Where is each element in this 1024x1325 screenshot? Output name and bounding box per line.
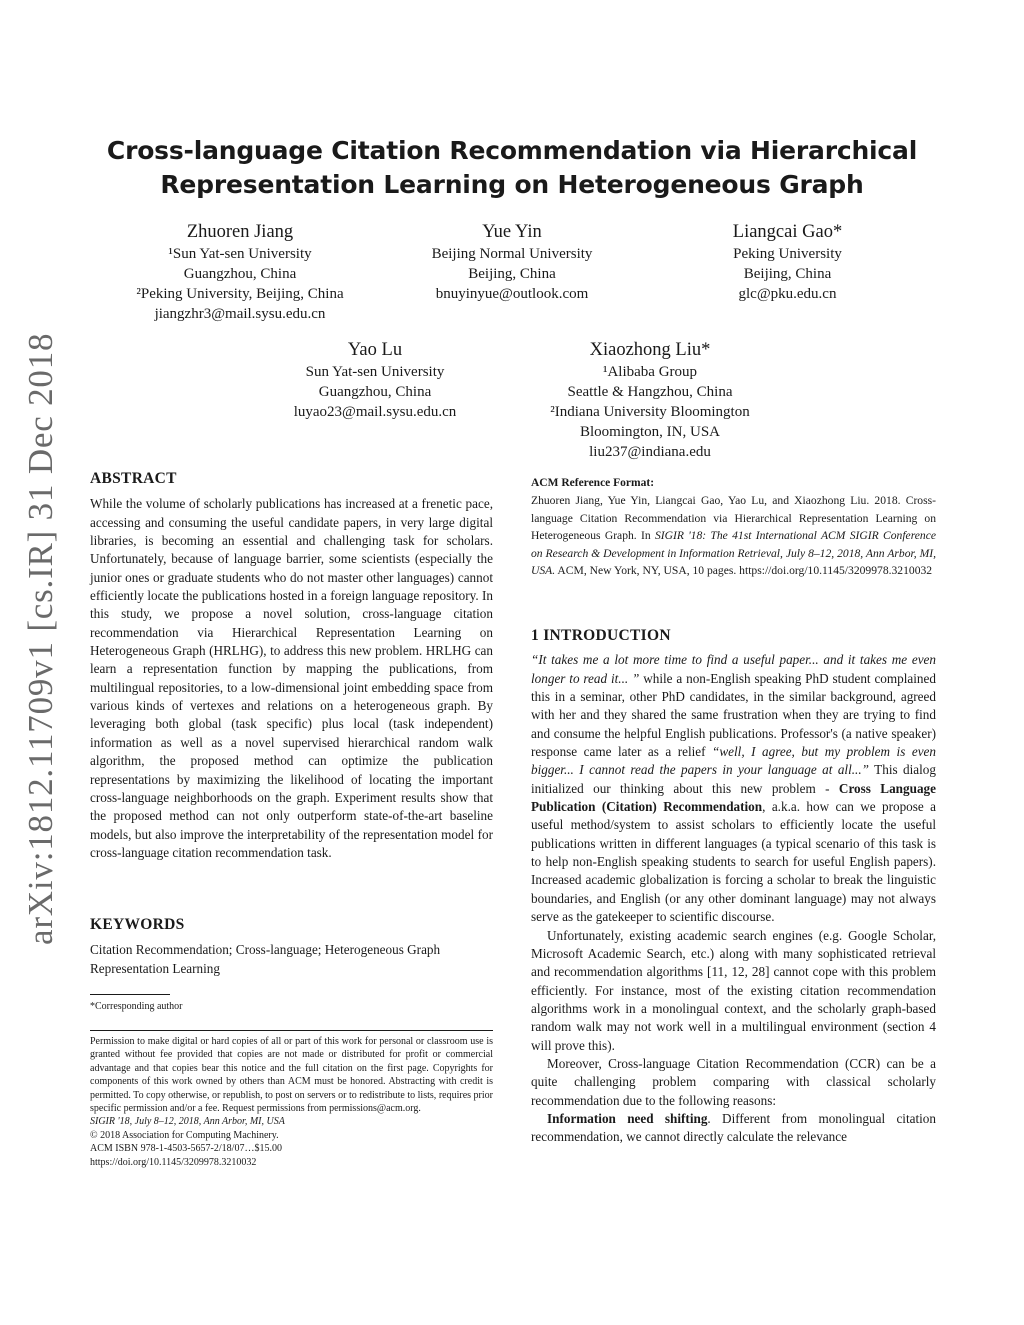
copyright-line: © 2018 Association for Computing Machinery. (90, 1129, 279, 1141)
author-email: jiangzhr3@mail.sysu.edu.cn (154, 306, 326, 322)
author-email: glc@pku.edu.cn (738, 286, 837, 302)
author-name: Zhuoren Jiang (186, 222, 294, 242)
author-affiliation: ¹Alibaba Group (602, 364, 698, 380)
intro-emphasis: Information need shifting (547, 1110, 708, 1126)
permission-rule (90, 1030, 493, 1031)
author-email: liu237@indiana.edu (589, 444, 711, 460)
author-name: Yao Lu (347, 340, 403, 360)
acm-ref-heading: ACM Reference Format: (531, 477, 655, 489)
author-affiliation: ²Indiana University Bloomington (550, 404, 750, 420)
abstract-text: While the volume of scholarly publications has increased at a frenetic pace, accessing and consuming the useful candidate papers, in very large digital libraries, is becoming an essential and challenging task for scholars. Unfortunately, because of language barrier, some scientists (especially the junior ones or graduate students who do not master other languages) cannot efficiently locate the publications hosted in a foreign language repository. In this study, we propose a novel solution, cross-language citation recommendation via Hierarchical Representation Learning on Heterogeneous Graph (HRLHG), to address this new problem. HRLHG can learn a representation function by mapping the publications, from multilingual repositories, to a low-dimensional joint embedding space from various kinds of vertexes and relations on a heterogeneous graph. By leveraging both global (task specific) plus local (task independent) information as well as a novel supervised hierarchical random walk algorithm, the proposed method can optimize the publication representations by maximizing the likelihood of locating the important cross-language neighborhoods on the graph. Experiment results show that the proposed method can not only outperform state-of-the-art baseline models, but also improve the interpretability of the representation model for cross-language citation recommendation task. (90, 496, 493, 860)
author-block-liu (530, 338, 770, 462)
footnote: *Corresponding author (90, 1001, 183, 1012)
intro-emphasis: Cross Language Publication (Citation) Recommendation (531, 780, 936, 815)
permission-text: Permission to make digital or hard copies of all or part of this work for personal or classroom use is granted without fee provided that copies are not made or distributed for profit or commercial advantage and that copies bear this notice and the full citation on the first page. Copyrights for components of this work owned by others than ACM must be honored. Abstracting with credit is permitted. To copy otherwise, or republish, to post on servers or to redistribute to lists, requires prior specific permission and/or a fee. Request permissions from permissions@acm.org. (90, 1036, 493, 1115)
keywords-heading: KEYWORDS (90, 916, 185, 933)
author-location: Seattle & Hangzhou, China (567, 384, 733, 400)
author-location: Bloomington, IN, USA (579, 424, 720, 440)
author-block-jiang (110, 220, 370, 324)
intro-paragraph-4 (531, 1110, 936, 1147)
intro-text: . Different from monolingual citation recommendation, we cannot directly calculate the relevance (531, 1110, 936, 1145)
abstract-heading: ABSTRACT (90, 470, 177, 487)
abstract-section (90, 470, 493, 862)
intro-quote: “well, I agree, but my problem is even bigger... I cannot read the papers in your language at all...” (531, 744, 936, 778)
acm-reference (531, 474, 936, 580)
isbn-line: ACM ISBN 978-1-4503-5657-2/18/07…$15.00 (90, 1143, 282, 1155)
author-block-yin (392, 220, 632, 304)
introduction-section (531, 627, 936, 1147)
doi-line: https://doi.org/10.1145/3209978.3210032 (90, 1156, 257, 1168)
permission-block (90, 1035, 493, 1169)
author-block-lu (265, 338, 485, 422)
acm-ref-text (531, 492, 936, 580)
keywords-text: Citation Recommendation; Cross-language; Heterogeneous Graph Representation Learning (90, 942, 441, 976)
intro-paragraph-3: Moreover, Cross-language Citation Recommendation (CCR) can be a quite challenging problem comparing with classical scholarly recommendation due to the following reasons: (531, 1055, 936, 1108)
title-line-1: Cross-language Citation Recommendation via Hierarchical (106, 136, 918, 165)
author-name: Liangcai Gao* (732, 222, 843, 242)
intro-heading: 1 INTRODUCTION (531, 627, 671, 644)
author-email: bnuyinyue@outlook.com (435, 286, 589, 302)
author-location: Guangzhou, China (318, 384, 432, 400)
intro-paragraph-2: Unfortunately, existing academic search engines (e.g. Google Scholar, Microsoft Academic Search, etc.) along with many sophisticated retrieval and recommendation algorithms [11, 12, 28] cannot cope with this problem efficiently. For instance, most of the existing citation recommendation algorithms work in a monolingual context, and the scholarly graph-based random walk may not work well in a multilingual environment (section 4 will prove this). (531, 927, 936, 1053)
author-affiliation: Sun Yat-sen University (305, 364, 445, 380)
author-location: Guangzhou, China (183, 266, 297, 282)
title-line-2: Representation Learning on Heterogeneous Graph (160, 170, 864, 199)
author-block-gao (675, 220, 900, 304)
acm-ref-part: Zhuoren Jiang, Yue Yin, Liangcai Gao, Yao Lu, and Xiaozhong Liu. 2018. Cross-language Citation Recommendation via Hierarchical Representation Learning on Heterogeneous Graph. In (531, 494, 936, 543)
author-affiliation: Beijing Normal University (431, 246, 593, 262)
intro-text: while a non-English speaking PhD student complained this in a seminar, other PhD candidates, in the similar background, agreed with her and they shared the same frustration when they are trying to find and consume the helpful English publications. Professor's (a native speaker) response came later as a relief (531, 670, 936, 760)
author-name: Xiaozhong Liu* (589, 340, 711, 360)
author-affiliation: ²Peking University, Beijing, China (136, 286, 344, 302)
acm-ref-venue: SIGIR '18: The 41st International ACM SIGIR Conference on Research & Development in Information Retrieval, July 8–12, 2018, Ann Arbor, MI, USA. (531, 529, 937, 578)
intro-paragraph-1 (531, 651, 936, 926)
arxiv-stamp: arXiv:1812.11709v1 [cs.IR] 31 Dec 2018 (21, 332, 60, 945)
author-affiliation: Peking University (733, 246, 842, 262)
venue-line: SIGIR '18, July 8–12, 2018, Ann Arbor, MI, USA (90, 1116, 285, 1128)
footnote-rule (90, 994, 170, 995)
acm-ref-part: ACM, New York, NY, USA, 10 pages. https://doi.org/10.1145/3209978.3210032 (555, 564, 933, 578)
intro-text: , a.k.a. how can we propose a useful method/system to assist scholars to efficiently locate the useful publications written in different languages (a typical scenario of this task is to help non-English speaking students to search for useful English papers). Increased academic globalization is forcing a scholar to break the linguistic boundaries, and English (or any other dominant language) may not always serve as the gatekeeper to scientific discourse. (531, 799, 936, 925)
paper-title (60, 134, 964, 202)
intro-quote: “It takes me a lot more time to find a useful paper... and it takes me even longer to read it... ” (531, 652, 936, 686)
author-name: Yue Yin (482, 222, 542, 242)
author-affiliation: ¹Sun Yat-sen University (168, 246, 312, 262)
author-location: Beijing, China (468, 266, 556, 282)
author-location: Beijing, China (743, 266, 832, 282)
author-email: luyao23@mail.sysu.edu.cn (293, 404, 457, 420)
intro-text: This dialog initialized our thinking about this new problem - (531, 762, 936, 796)
keywords-section (90, 916, 493, 978)
